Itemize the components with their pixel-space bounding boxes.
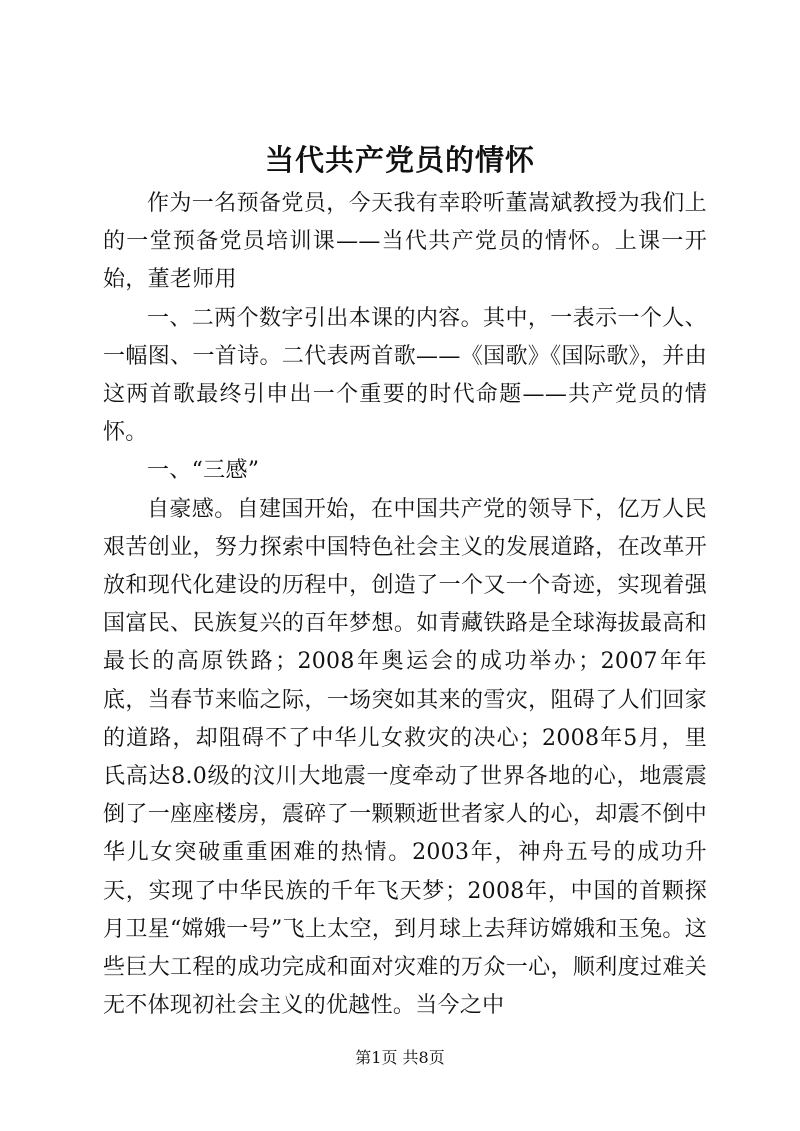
page-footer: 第1页 共8页 xyxy=(355,1048,445,1067)
document-body xyxy=(103,185,707,1025)
paragraph-intro: 作为一名预备党员，今天我有幸聆听董嵩斌教授为我们上的一堂预备党员培训课——当代共产党员的情怀。上课一开始，董老师用 xyxy=(103,191,707,293)
document-title: 当代共产党员的情怀 xyxy=(264,143,535,177)
paragraph-pride: 自豪感。自建国开始，在中国共产党的领导下，亿万人民艰苦创业，努力探索中国特色社会主义的发展道路，在改革开放和现代化建设的历程中，创造了一个又一个奇迹，实现着强国富民、民族复兴的百年梦想。如青藏铁路是全球海拔最高和最长的高原铁路；2008年奥运会的成功举办；2007年年底，当春节来临之际，一场突如其来的雪灾，阻碍了人们回家的道路，却阻碍不了中华儿女救灾的决心；2008年5月，里氏高达8.0级的汶川大地震一度牵动了世界各地的心，地震震倒了一座座楼房，震碎了一颗颗逝世者家人的心，却震不倒中华儿女突破重重困难的热情。2003年，神舟五号的成功升天，实现了中华民族的千年飞天梦；2008年，中国的首颗探月卫星“嫦娥一号”飞上太空，到月球上去拜访嫦娥和玉兔。这些巨大工程的成功完成和面对灾难的万众一心，顺利度过难关无不体现初社会主义的优越性。当今之中 xyxy=(103,496,707,1019)
paragraph-numbers: 一、二两个数字引出本课的内容。其中，一表示一个人、一幅图、一首诗。二代表两首歌——《国歌》《国际歌》，并由这两首歌最终引申出一个重要的时代命题——共产党员的情怀。 xyxy=(103,305,707,446)
section-heading-three-senses: 一、“三感” xyxy=(147,458,260,484)
